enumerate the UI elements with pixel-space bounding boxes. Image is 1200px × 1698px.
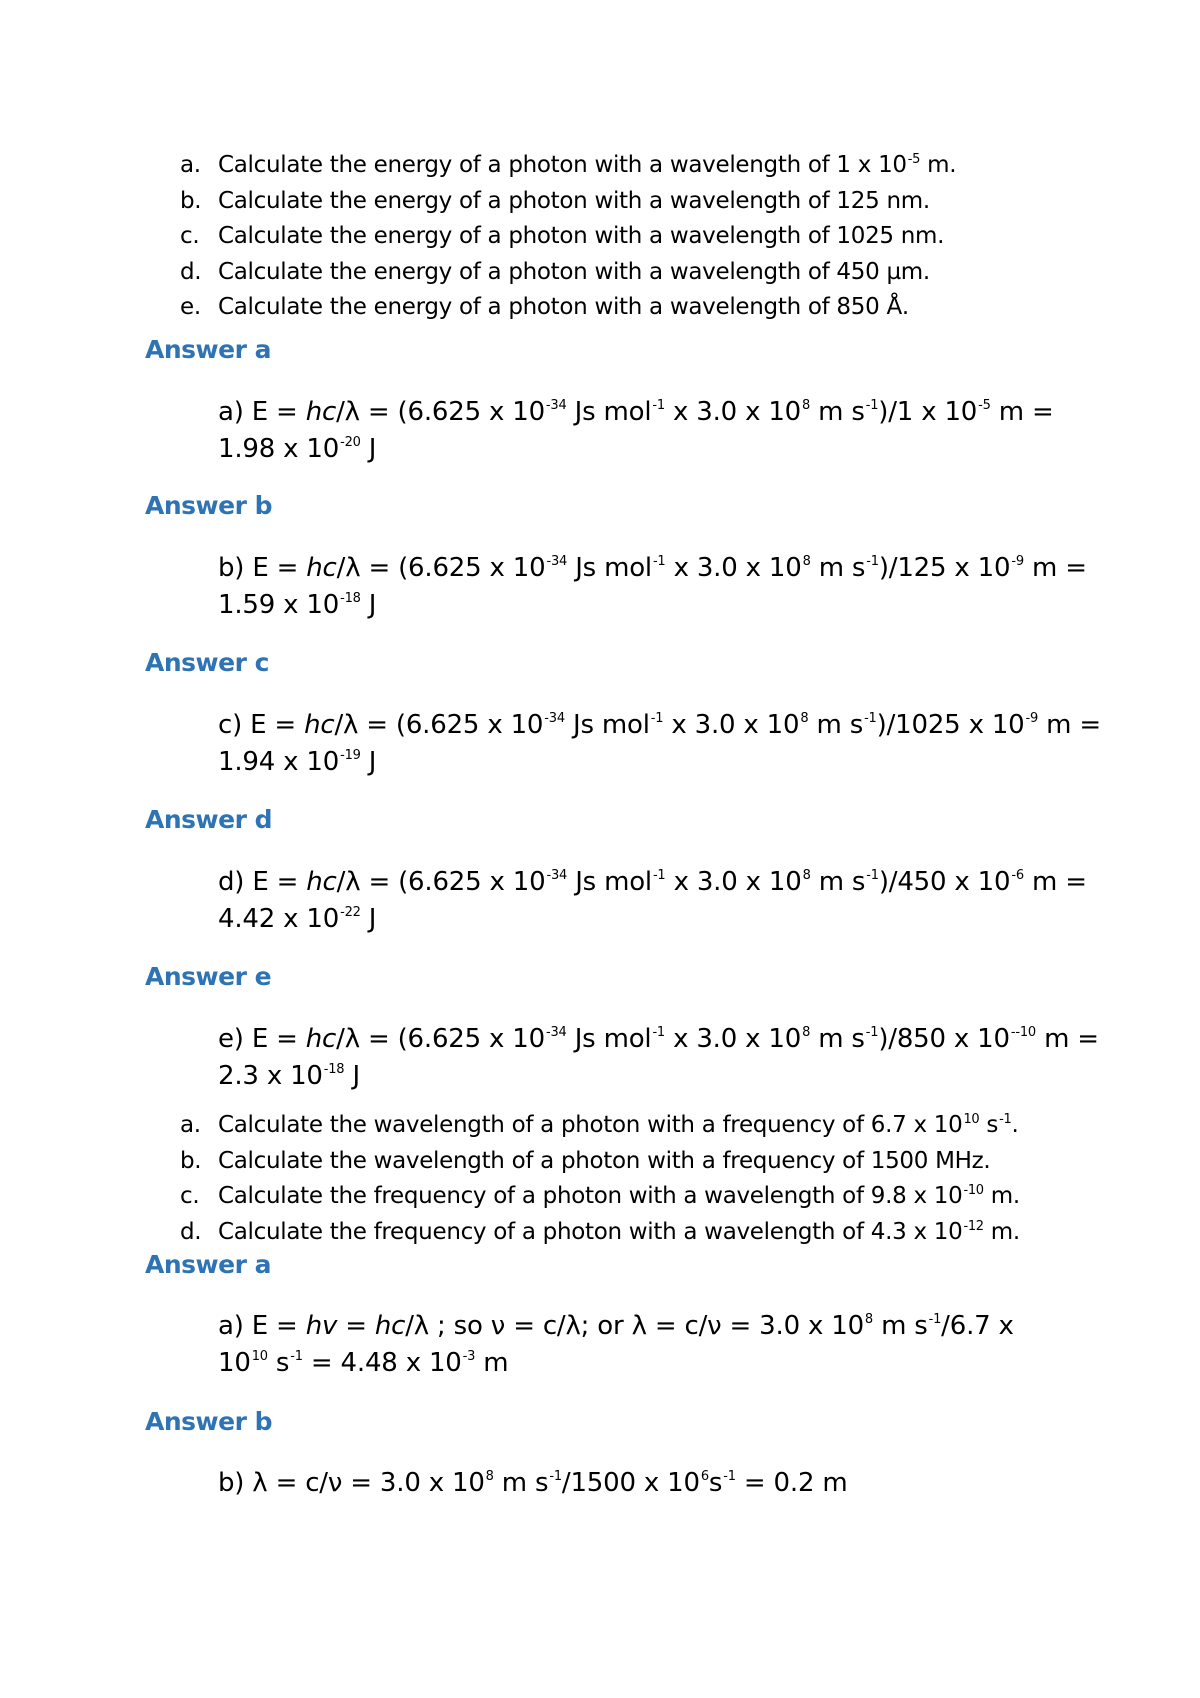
question-text: Calculate the frequency of a photon with a wavelength of 4.3 x $10^{-12}$ m. <box>218 1218 1020 1245</box>
answer-line-1: a) E = hv = hc/λ ; so ν = c/λ; or λ = c/ν = 3.0 x $10^8$ m $s^{-1}/6.7$ x <box>218 1311 1014 1341</box>
answer-line-2: $10^{10}$ $s^{-1} = 4.48$ x $10^{-3}$ m <box>218 1348 509 1378</box>
answer-body <box>218 866 1087 940</box>
answer-equation-line: c) E = hc/λ = (6.625 x $10^{-34}$ Js mol$^{-1}$ x 3.0 x $10^8$ m $s^{-1})/1025$ x $10^{-9}$ m = <box>218 710 1101 740</box>
question-text: Calculate the wavelength of a photon with a frequency of 6.7 x $10^{10}$ $s^{-1}$. <box>218 1112 1019 1138</box>
answer-heading: Answer c <box>145 648 269 677</box>
answer-equation-line: a) E = hc/λ = (6.625 x $10^{-34}$ Js mol$^{-1}$ x 3.0 x $10^8$ m $s^{-1})/1$ x $10^{-5}$ m = <box>218 397 1054 427</box>
question-text: Calculate the wavelength of a photon with a frequency of 1500 MHz. <box>218 1147 991 1174</box>
answer-heading: Answer a <box>145 335 271 364</box>
answer-result-line: 2.3 x $10^{-18}$ J <box>218 1061 360 1091</box>
answer-body <box>218 552 1087 626</box>
answer-equation-line: d) E = hc/λ = (6.625 x $10^{-34}$ Js mol$^{-1}$ x 3.0 x $10^8$ m $s^{-1})/450$ x $10^{-6}$ m = <box>218 867 1087 897</box>
question-text: Calculate the frequency of a photon with a wavelength of 9.8 x $10^{-10}$ m. <box>218 1183 1020 1209</box>
question-text: Calculate the energy of a photon with a wavelength of 1 x $10^{-5}$ m. <box>218 152 957 178</box>
question-text: Calculate the energy of a photon with a wavelength of 125 nm. <box>218 187 930 214</box>
question-text: Calculate the energy of a photon with a wavelength of 850 Å. <box>218 294 909 320</box>
question-text: Calculate the energy of a photon with a wavelength of 450 µm. <box>218 258 930 285</box>
answer-heading: Answer b <box>145 491 273 520</box>
answer-body <box>218 709 1101 783</box>
question-label: b. <box>180 1147 202 1174</box>
answer-heading: Answer d <box>145 805 273 834</box>
answer-heading-freq-b: Answer b <box>145 1407 273 1436</box>
question-label: b. <box>180 187 202 214</box>
question-label: c. <box>180 223 200 249</box>
answer-result-line: 4.42 x $10^{-22}$ J <box>218 904 377 934</box>
answer-equation-line: b) E = hc/λ = (6.625 x $10^{-34}$ Js mol$^{-1}$ x 3.0 x $10^8$ m $s^{-1})/125$ x $10^{-9}$ m = <box>218 553 1087 583</box>
answer-heading: Answer e <box>145 962 272 991</box>
question-label: a. <box>180 1112 201 1138</box>
answer-result-line: 1.59 x $10^{-18}$ J <box>218 590 377 620</box>
answer-line-1: b) λ = c/ν = 3.0 x $10^8$ m $s^{-1}/1500$ x $10^6s^{-1} = 0.2$ m <box>218 1468 848 1498</box>
answer-heading-freq-a: Answer a <box>145 1250 271 1279</box>
answer-result-line: 1.94 x $10^{-19}$ J <box>218 747 377 777</box>
question-label: a. <box>180 152 201 178</box>
answer-body <box>218 396 1054 470</box>
question-label: d. <box>180 258 202 285</box>
question-label: d. <box>180 1218 202 1245</box>
answer-result-line: 1.98 x $10^{-20}$ J <box>218 434 377 464</box>
answer-body-freq-a <box>218 1310 1014 1384</box>
question-label: c. <box>180 1183 200 1209</box>
question-label: e. <box>180 294 201 320</box>
answer-body-freq-b <box>218 1467 848 1504</box>
answer-body <box>218 1023 1099 1097</box>
answer-equation-line: e) E = hc/λ = (6.625 x $10^{-34}$ Js mol$^{-1}$ x 3.0 x $10^8$ m $s^{-1})/850$ x $10^{--10}$ m = <box>218 1024 1099 1054</box>
question-text: Calculate the energy of a photon with a wavelength of 1025 nm. <box>218 223 945 249</box>
